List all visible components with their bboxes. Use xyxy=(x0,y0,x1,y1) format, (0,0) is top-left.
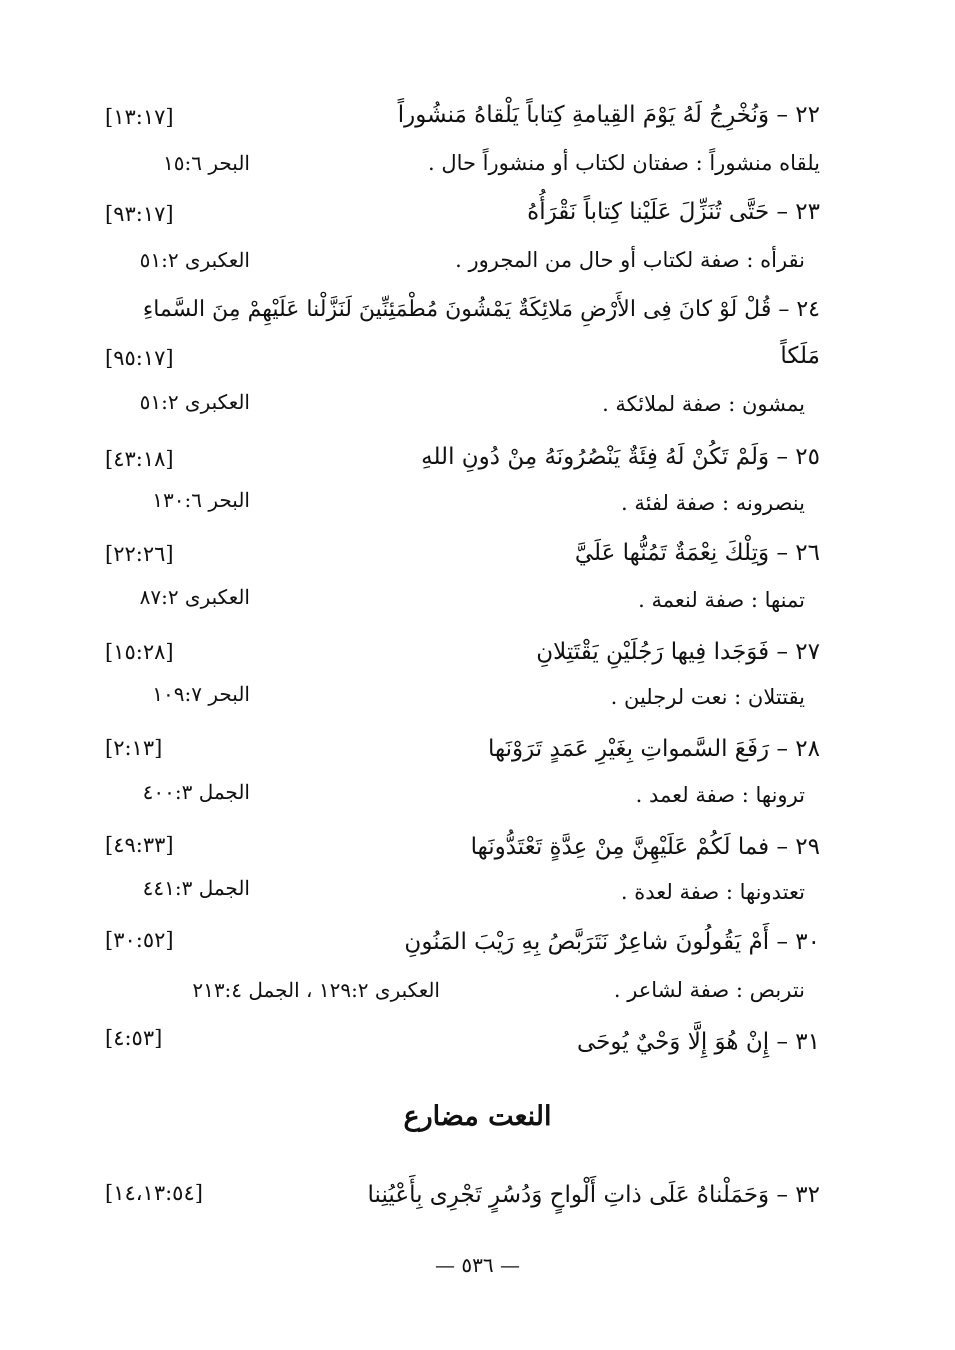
verse-28: ٢٨ – رَفَعَ السَّمواتِ بِغَيْرِ عَمَدٍ تَرَوْنَها xyxy=(488,736,820,762)
source-26: العكبرى ٨٧:٢ xyxy=(139,585,250,609)
verse-30: ٣٠ – أَمْ يَقُولُونَ شاعِرٌ نَتَرَبَّصُ بِهِ رَيْبَ المَنُونِ xyxy=(404,929,820,955)
reference-29: [٤٩:٣٣] xyxy=(105,833,174,857)
source-30: العكبرى ١٢٩:٢ ، الجمل ٢١٣:٤ xyxy=(192,978,440,1002)
note-30: نتربص : صفة لشاعر . xyxy=(613,978,805,1002)
note-29: تعتدونها : صفة لعدة . xyxy=(620,880,805,904)
verse-26: ٢٦ – وَتِلْكَ نِعْمَةٌ تَمُنُّها عَلَيَّ xyxy=(574,540,820,566)
verse-31: ٣١ – إِنْ هُوَ إِلَّا وَحْيٌ يُوحَى xyxy=(576,1029,820,1055)
note-27: يقتتلان : نعت لرجلين . xyxy=(610,685,805,709)
note-25: ينصرونه : صفة لفئة . xyxy=(620,491,805,515)
verse-32: ٣٢ – وَحَمَلْناهُ عَلَى ذاتِ أَلْواحٍ وَدُسُرٍ تَجْرِى بِأَعْيُنِنا xyxy=(367,1182,820,1208)
verse-23: ٢٣ – حَتَّى تُنَزِّلَ عَلَيْنا كِتاباً نَقْرَأُهُ xyxy=(527,199,820,225)
reference-28: [٢:١٣] xyxy=(105,736,163,760)
page-number: — ٥٣٦ — xyxy=(435,1253,520,1277)
reference-27: [١٥:٢٨] xyxy=(105,640,174,664)
verse-24: ٢٤ – قُلْ لَوْ كانَ فِى الأَرْضِ مَلائِكَةٌ يَمْشُونَ مُطْمَئِنِّينَ لَنَزَّلْنا عَلَيْهِمْ مِنَ السَّماءِ xyxy=(142,297,820,322)
verse-29: ٢٩ – فما لَكُمْ عَلَيْهِنَّ مِنْ عِدَّةٍ تَعْتَدُّونَها xyxy=(470,834,820,860)
reference-32: [١٤،١٣:٥٤] xyxy=(105,1181,203,1205)
source-23: العكبرى ٥١:٢ xyxy=(139,248,250,272)
source-24: العكبرى ٥١:٢ xyxy=(139,390,250,414)
source-22: البحر ١٥:٦ xyxy=(163,151,250,175)
verse-24-continuation: مَلَكاً xyxy=(780,343,820,369)
reference-24: [٩٥:١٧] xyxy=(105,346,174,370)
verse-25: ٢٥ – وَلَمْ تَكُنْ لَهُ فِئَةٌ يَنْصُرُونَهُ مِنْ دُونِ اللهِ xyxy=(421,444,820,470)
reference-30: [٣٠:٥٢] xyxy=(105,928,174,952)
note-23: نقرأه : صفة لكتاب أو حال من المجرور . xyxy=(455,248,805,272)
note-22: يلقاه منشوراً : صفتان لكتاب أو منشوراً حال . xyxy=(428,151,820,175)
source-29: الجمل ٤٤١:٣ xyxy=(142,876,250,900)
note-28: ترونها : صفة لعمد . xyxy=(635,783,805,807)
verse-27: ٢٧ – فَوَجَدا فِيها رَجُلَيْنِ يَقْتَتِلانِ xyxy=(536,639,820,665)
section-heading: النعت مضارع xyxy=(403,1101,552,1132)
source-28: الجمل ٤٠٠:٣ xyxy=(142,780,250,804)
reference-23: [٩٣:١٧] xyxy=(105,202,174,226)
reference-22: [١٣:١٧] xyxy=(105,105,174,129)
reference-31: [٤:٥٣] xyxy=(105,1026,163,1050)
source-25: البحر ١٣٠:٦ xyxy=(152,488,250,512)
note-26: تمنها : صفة لنعمة . xyxy=(638,588,805,612)
source-27: البحر ١٠٩:٧ xyxy=(152,682,250,706)
reference-25: [٤٣:١٨] xyxy=(105,447,174,471)
note-24: يمشون : صفة لملائكة . xyxy=(602,392,805,416)
reference-26: [٢٢:٢٦] xyxy=(105,542,174,566)
verse-22: ٢٢ – وَنُخْرِجُ لَهُ يَوْمَ القِيامةِ كِتاباً يَلْقاهُ مَنشُوراً xyxy=(397,102,820,128)
